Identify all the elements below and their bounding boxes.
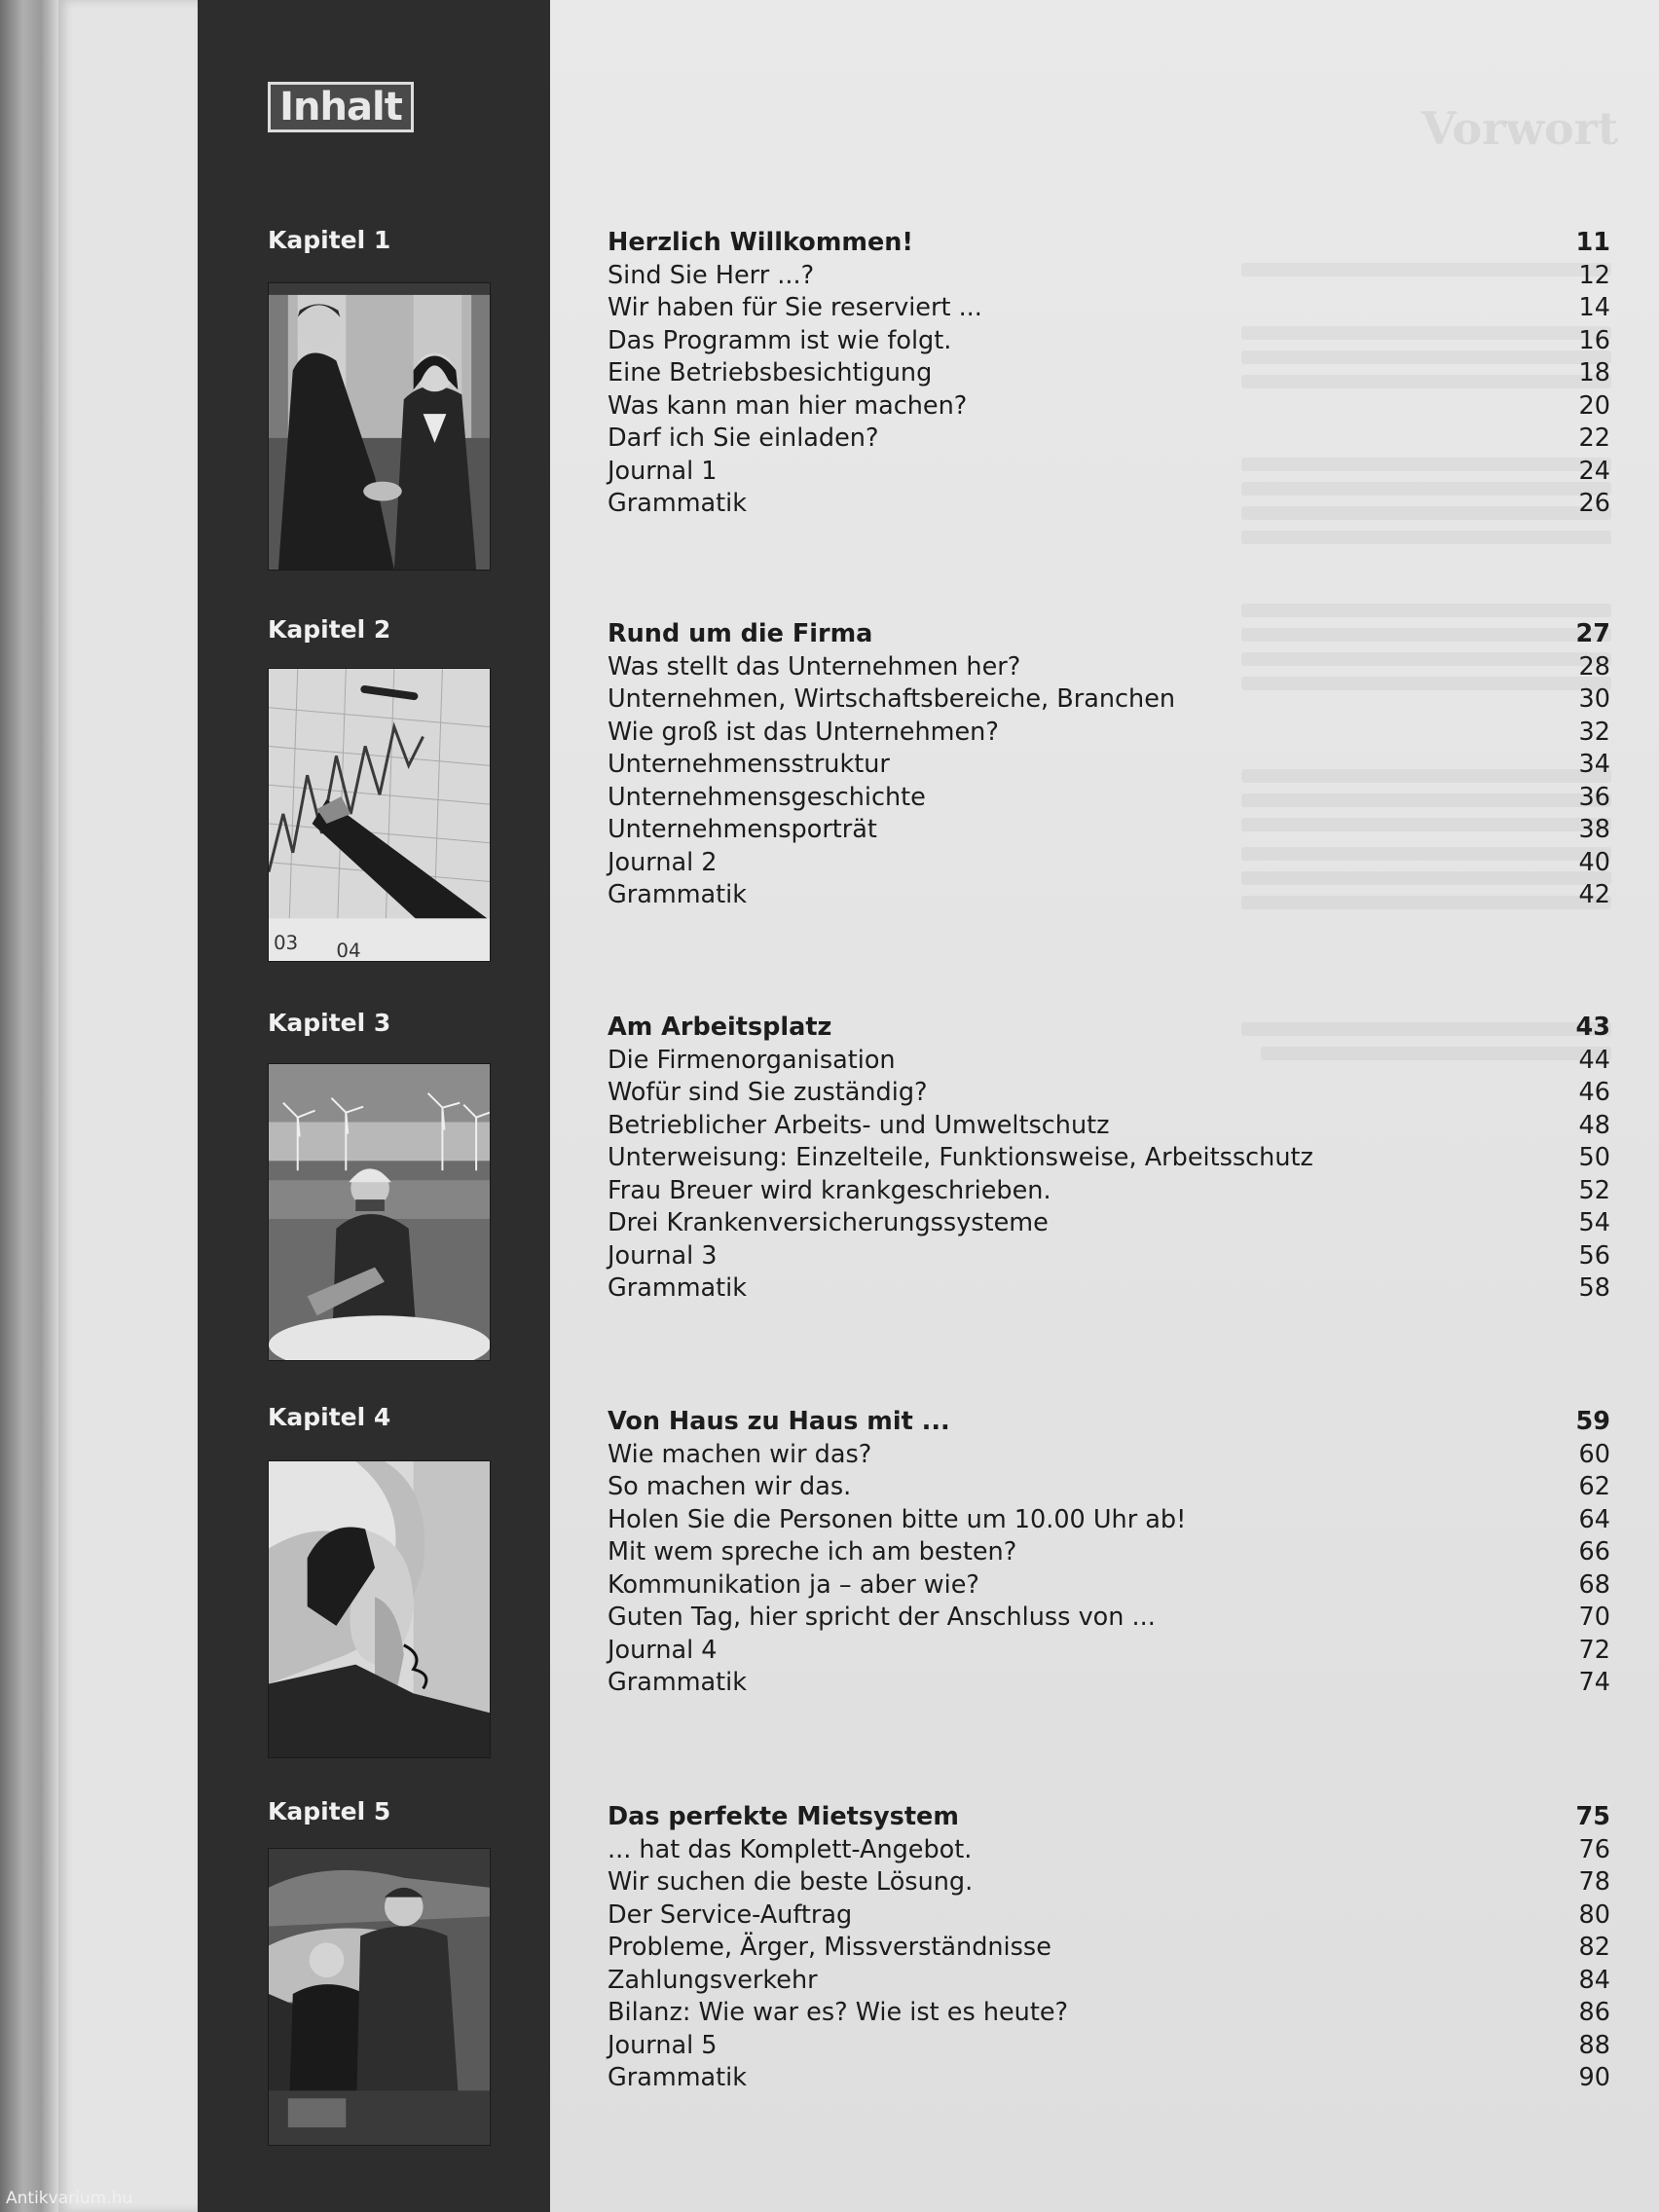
toc-entry-text: Bilanz: Wie war es? Wie ist es heute?	[608, 1998, 1069, 2027]
toc-page-number: 88	[1578, 2030, 1610, 2060]
toc-entry	[608, 684, 1610, 718]
toc-entry-text: Sind Sie Herr ...?	[608, 260, 815, 290]
toc-page-number: 38	[1578, 815, 1610, 844]
toc-page-number: 80	[1578, 1899, 1610, 1930]
toc-entry	[608, 1078, 1610, 1111]
toc-page-number: 90	[1578, 2063, 1610, 2092]
toc-page-number: 50	[1578, 1143, 1610, 1172]
toc-entry	[608, 652, 1610, 685]
toc-page-number: 54	[1578, 1208, 1610, 1237]
toc-page-number: 74	[1578, 1668, 1610, 1697]
toc-page-number: 64	[1578, 1504, 1610, 1534]
toc-entry-text: Guten Tag, hier spricht der Anschluss von ...	[608, 1603, 1156, 1632]
show-through-line	[1241, 604, 1611, 617]
toc-entry-text: Darf ich Sie einladen?	[608, 424, 879, 453]
toc-entry	[608, 815, 1610, 848]
chapter-title-entry	[608, 619, 1610, 652]
toc-page-number: 76	[1578, 1834, 1610, 1864]
toc-page-number: 27	[1575, 619, 1610, 648]
toc-entry	[608, 1440, 1610, 1473]
toc-entry	[608, 1505, 1610, 1538]
toc-page-number: 72	[1578, 1635, 1610, 1665]
chart-and-pen-photo-icon	[268, 668, 491, 962]
toc-entry	[608, 1472, 1610, 1505]
toc-entry	[608, 1933, 1610, 1966]
toc-entry-text: ... hat das Komplett-Angebot.	[608, 1834, 973, 1864]
toc-entry-text: Am Arbeitsplatz	[608, 1013, 832, 1042]
chapter-label-1: Kapitel 1	[268, 226, 391, 254]
toc-entry-text: Mit wem spreche ich am besten?	[608, 1537, 1017, 1567]
toc-entry	[608, 489, 1610, 522]
toc-entry	[608, 1998, 1610, 2031]
toc-entry-text: Journal 2	[608, 847, 718, 877]
chapter-5-contents	[608, 1802, 1610, 2096]
toc-entry-text: Kommunikation ja – aber wie?	[608, 1569, 979, 1600]
toc-page-number: 59	[1575, 1407, 1610, 1436]
toc-entry	[608, 2031, 1610, 2064]
toc-page-number: 46	[1578, 1078, 1610, 1107]
woman-telephone-photo-icon	[268, 1460, 491, 1758]
toc-entry-text: Journal 1	[608, 456, 718, 486]
toc-entry-text: Unternehmen, Wirtschaftsbereiche, Branchen	[608, 684, 1176, 714]
mechanics-workshop-photo-icon	[268, 1848, 491, 2146]
show-through-line	[1241, 531, 1611, 544]
toc-page-number: 70	[1578, 1603, 1610, 1632]
toc-page-number: 24	[1578, 456, 1610, 486]
toc-page-number: 32	[1578, 717, 1610, 747]
toc-page-number: 20	[1578, 390, 1610, 421]
toc-entry-text: Holen Sie die Personen bitte um 10.00 Uhr ab!	[608, 1504, 1187, 1534]
toc-page-number: 66	[1578, 1537, 1610, 1567]
toc-entry-text: Journal 3	[608, 1240, 718, 1271]
toc-entry-text: Was stellt das Unternehmen her?	[608, 651, 1021, 682]
toc-entry-text: Wir haben für Sie reserviert ...	[608, 293, 982, 322]
toc-page-number: 58	[1578, 1273, 1610, 1303]
contents-heading-text: Inhalt	[279, 85, 402, 129]
toc-entry	[608, 424, 1610, 457]
toc-entry-text: Grammatik	[608, 1668, 748, 1697]
chapter-label-5: Kapitel 5	[268, 1797, 391, 1825]
toc-entry-text: Das Programm ist wie folgt.	[608, 325, 952, 355]
chapter-label-3: Kapitel 3	[268, 1009, 391, 1037]
chapter-label-2: Kapitel 2	[268, 615, 391, 644]
toc-entry-text: Grammatik	[608, 1273, 748, 1303]
toc-entry-text: Das perfekte Mietsystem	[608, 1802, 959, 1831]
toc-page-number: 84	[1578, 1965, 1610, 1995]
toc-entry-text: Frau Breuer wird krankgeschrieben.	[608, 1175, 1051, 1205]
toc-page-number: 18	[1578, 358, 1610, 387]
toc-page-number: 11	[1575, 228, 1610, 257]
toc-entry-text: Journal 5	[608, 2030, 718, 2060]
toc-entry-text: Wie groß ist das Unternehmen?	[608, 717, 999, 747]
chapter-2-contents	[608, 619, 1610, 913]
toc-entry	[608, 848, 1610, 881]
chapter-title-entry	[608, 1802, 1610, 1835]
toc-entry-text: Unternehmensporträt	[608, 815, 877, 844]
chapter-title-entry	[608, 1407, 1610, 1440]
wind-turbine-worker-photo-icon	[268, 1063, 491, 1361]
toc-page-number: 16	[1578, 325, 1610, 355]
toc-entry-text: Grammatik	[608, 489, 748, 518]
chapter-4-contents	[608, 1407, 1610, 1701]
toc-entry	[608, 750, 1610, 783]
toc-page-number: 22	[1578, 424, 1610, 453]
contents-heading	[268, 82, 414, 132]
toc-page-number: 26	[1578, 489, 1610, 518]
toc-page-number: 42	[1578, 880, 1610, 909]
chapter-title-entry	[608, 228, 1610, 261]
toc-page-number: 12	[1578, 260, 1610, 290]
svg-text:04: 04	[336, 940, 361, 961]
toc-entry	[608, 1537, 1610, 1570]
chapter-1-contents	[608, 228, 1610, 522]
toc-entry	[608, 880, 1610, 913]
toc-entry-text: Zahlungsverkehr	[608, 1965, 818, 1995]
toc-page-number: 78	[1578, 1867, 1610, 1897]
toc-entry	[608, 1143, 1610, 1176]
toc-page-number: 48	[1578, 1110, 1610, 1140]
toc-entry-text: Die Firmenorganisation	[608, 1045, 896, 1075]
toc-entry	[608, 718, 1610, 751]
toc-entry-text: Journal 4	[608, 1635, 718, 1665]
toc-entry	[608, 1900, 1610, 1934]
toc-entry	[608, 1603, 1610, 1636]
toc-entry-text: Was kann man hier machen?	[608, 390, 968, 421]
toc-page-number: 36	[1578, 782, 1610, 812]
toc-entry-text: Herzlich Willkommen!	[608, 228, 914, 257]
toc-entry	[608, 1241, 1610, 1274]
toc-entry-text: Von Haus zu Haus mit ...	[608, 1407, 950, 1436]
toc-entry-text: Wir suchen die beste Lösung.	[608, 1867, 974, 1897]
toc-page-number: 52	[1578, 1175, 1610, 1205]
toc-entry-text: Unternehmensgeschichte	[608, 782, 926, 812]
toc-entry	[608, 1636, 1610, 1669]
toc-page-number: 44	[1578, 1045, 1610, 1075]
toc-entry-text: So machen wir das.	[608, 1472, 852, 1501]
toc-page-number: 34	[1578, 750, 1610, 779]
toc-page-number: 68	[1578, 1569, 1610, 1600]
toc-page-number: 43	[1575, 1013, 1610, 1042]
toc-entry-text: Grammatik	[608, 880, 748, 909]
toc-entry	[608, 326, 1610, 359]
toc-entry-text: Grammatik	[608, 2063, 748, 2092]
toc-entry-text: Rund um die Firma	[608, 619, 873, 648]
toc-entry	[608, 1176, 1610, 1209]
toc-entry	[608, 1208, 1610, 1241]
toc-page-number: 56	[1578, 1240, 1610, 1271]
toc-entry	[608, 457, 1610, 490]
toc-entry-text: Unternehmensstruktur	[608, 750, 890, 779]
toc-entry-text: Unterweisung: Einzelteile, Funktionsweise, Arbeitsschutz	[608, 1143, 1313, 1172]
book-spine-edge	[0, 0, 58, 2212]
chapter-3-contents	[608, 1013, 1610, 1307]
toc-page-number: 40	[1578, 847, 1610, 877]
toc-entry	[608, 1273, 1610, 1307]
toc-entry	[608, 1046, 1610, 1079]
toc-entry-text: Wofür sind Sie zuständig?	[608, 1078, 928, 1107]
toc-entry	[608, 1835, 1610, 1868]
toc-entry	[608, 1668, 1610, 1701]
toc-entry-text: Wie machen wir das?	[608, 1439, 872, 1469]
toc-entry	[608, 783, 1610, 816]
toc-entry-text: Eine Betriebsbesichtigung	[608, 358, 933, 387]
svg-text:03: 03	[273, 932, 299, 955]
toc-page-number: 60	[1578, 1439, 1610, 1469]
toc-page-number: 14	[1578, 293, 1610, 322]
watermark-text: Antikvarium.hu	[6, 2189, 133, 2208]
toc-entry	[608, 1867, 1610, 1900]
toc-page-number: 28	[1578, 651, 1610, 682]
toc-page-number: 82	[1578, 1933, 1610, 1962]
chapter-title-entry	[608, 1013, 1610, 1046]
toc-entry	[608, 261, 1610, 294]
toc-entry	[608, 1111, 1610, 1144]
toc-page-number: 30	[1578, 684, 1610, 714]
toc-entry-text: Drei Krankenversicherungssysteme	[608, 1208, 1049, 1237]
toc-entry	[608, 293, 1610, 326]
chapter-label-4: Kapitel 4	[268, 1403, 391, 1431]
toc-entry	[608, 391, 1610, 424]
toc-entry	[608, 1966, 1610, 1999]
toc-entry-text: Probleme, Ärger, Missverständnisse	[608, 1933, 1051, 1962]
page-gutter	[58, 0, 198, 2212]
toc-entry	[608, 358, 1610, 391]
toc-page-number: 62	[1578, 1472, 1610, 1501]
toc-entry	[608, 1570, 1610, 1604]
toc-entry-text: Betrieblicher Arbeits- und Umweltschutz	[608, 1110, 1110, 1140]
toc-entry-text: Der Service-Auftrag	[608, 1899, 853, 1930]
ghost-title: Vorwort	[1421, 102, 1619, 155]
toc-page-number: 75	[1575, 1802, 1610, 1831]
toc-page-number: 86	[1578, 1998, 1610, 2027]
toc-entry	[608, 2063, 1610, 2096]
handshake-photo-icon	[268, 282, 491, 571]
